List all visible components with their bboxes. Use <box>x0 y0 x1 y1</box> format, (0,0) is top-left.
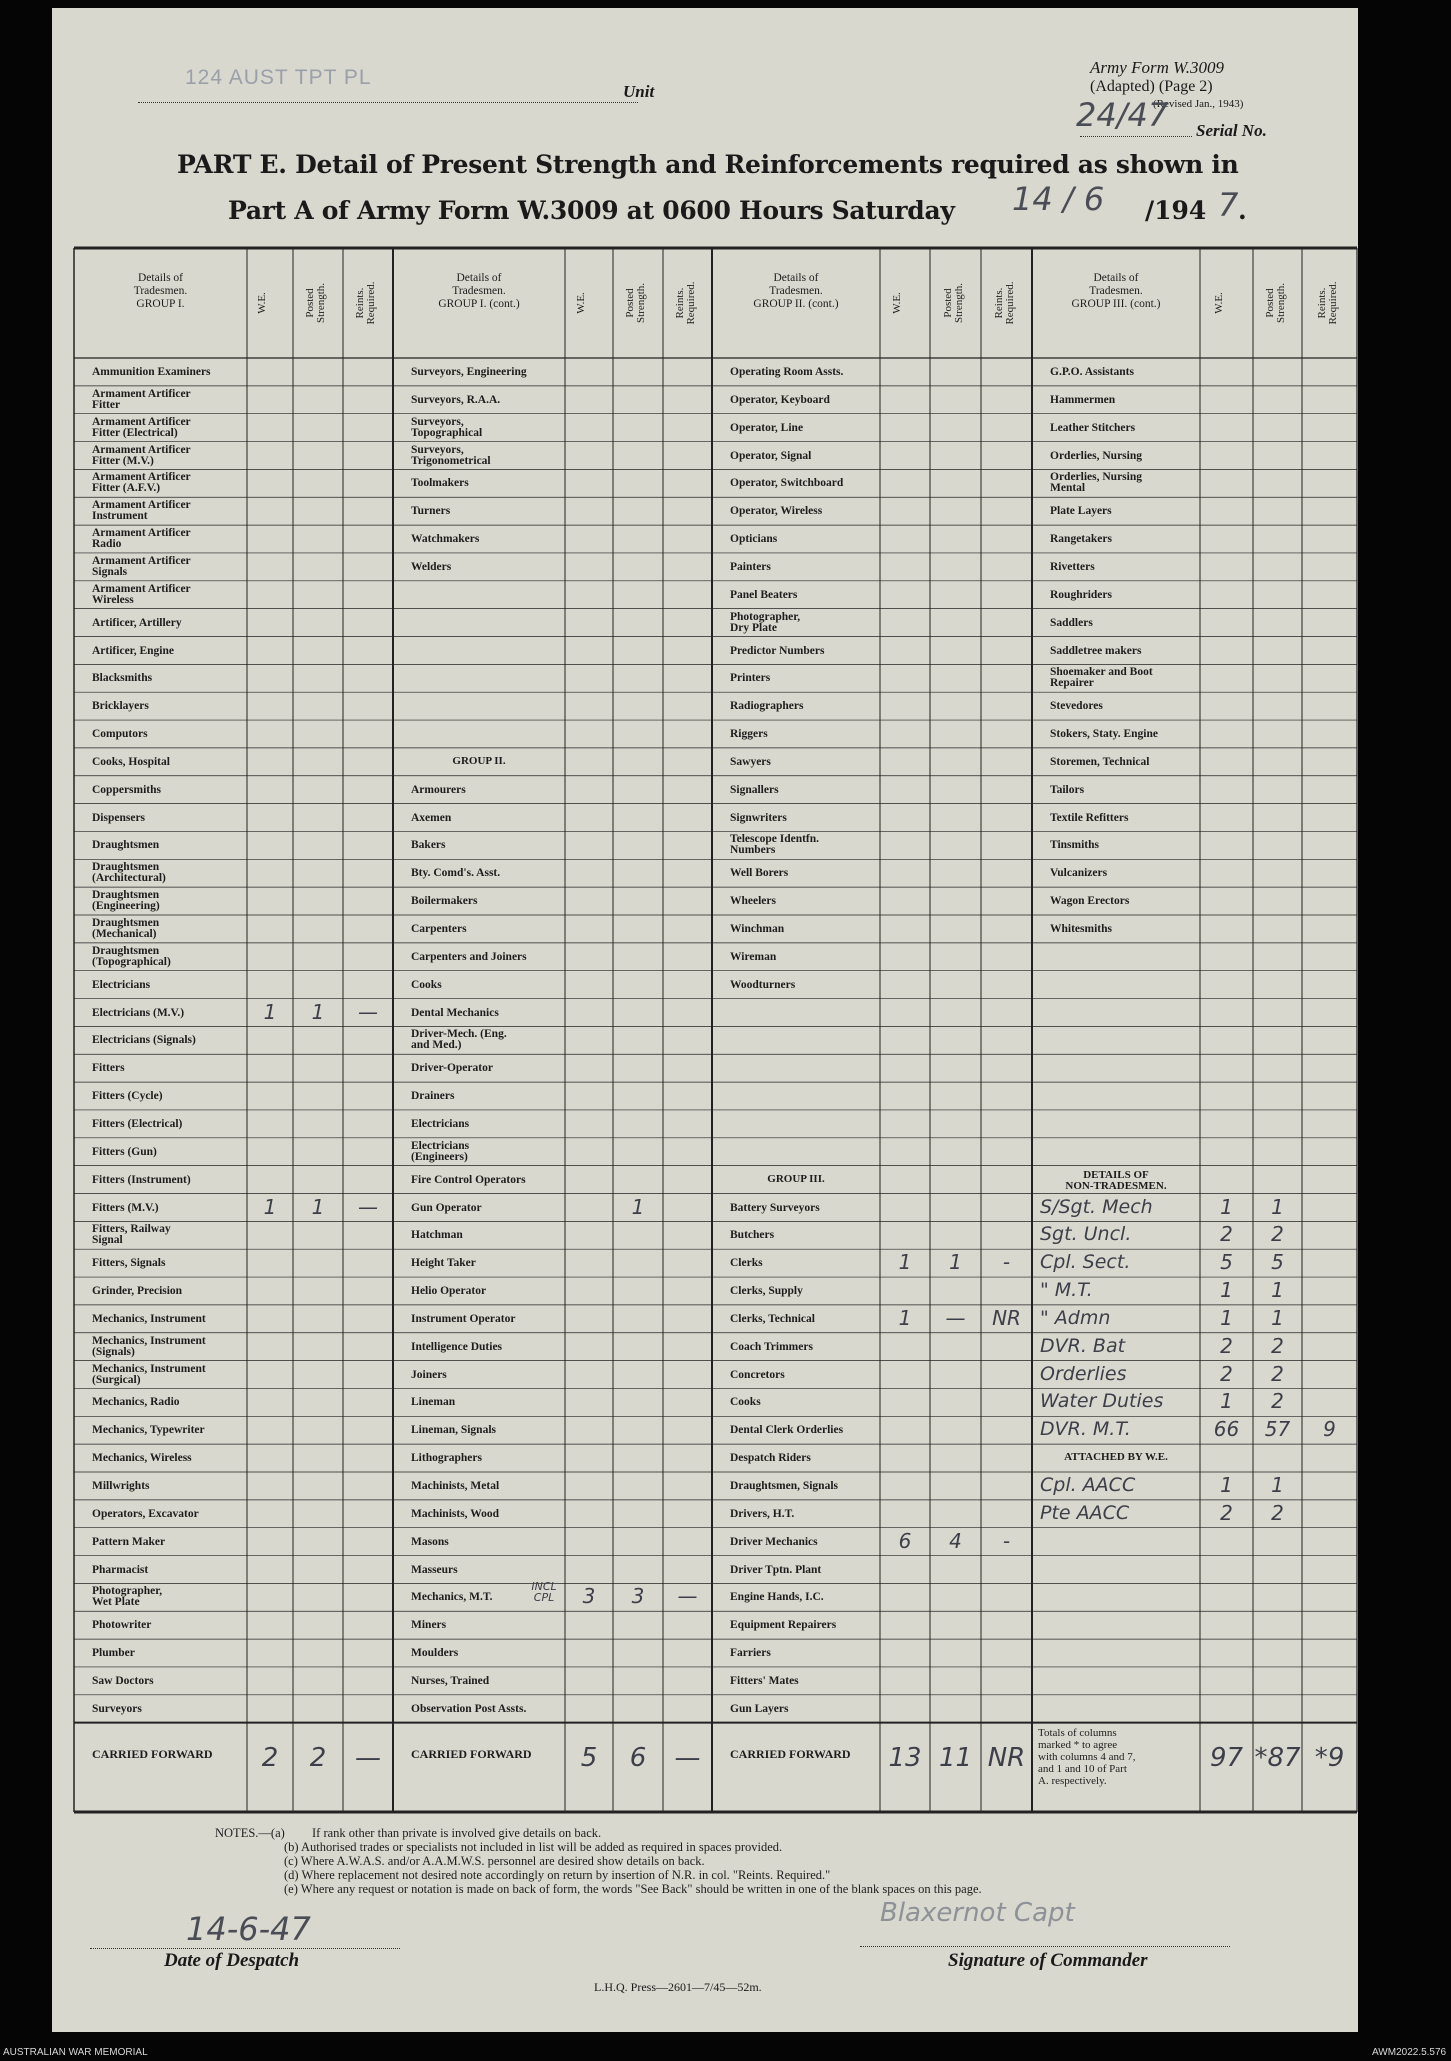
carried-forward-we: 13 <box>888 1742 922 1773</box>
trade-name: Panel Beaters <box>730 589 798 601</box>
trade-name: Draughtsmen (Engineering) <box>92 890 160 913</box>
cell-posted: 5 <box>1271 1250 1284 1275</box>
trade-name: Saddletree makers <box>1050 645 1142 657</box>
cell-posted: 1 <box>949 1250 962 1275</box>
trade-name: Mechanics, Wireless <box>92 1453 192 1465</box>
trade-name: Engine Hands, I.C. <box>730 1592 824 1604</box>
unit-label: Unit <box>623 82 655 101</box>
trade-name: Clerks <box>730 1258 763 1270</box>
trade-name: Electricians (M.V.) <box>92 1007 185 1019</box>
trade-name: Armourers <box>411 784 466 796</box>
handwritten-trade: Sgt. Uncl. <box>1040 1223 1132 1246</box>
carried-forward-posted: *87 <box>1254 1742 1301 1773</box>
trade-name: Mechanics, Radio <box>92 1397 180 1409</box>
cell-we: 1 <box>898 1305 912 1330</box>
trade-name: Armament Artificer Fitter (Electrical) <box>92 416 191 439</box>
cell-we: 1 <box>263 1194 277 1219</box>
cell-we: 2 <box>1220 1500 1233 1525</box>
signature-label: Signature of Commander <box>948 1950 1148 1971</box>
trade-name: Fitters (Cycle) <box>92 1091 163 1103</box>
trade-name: Height Taker <box>411 1258 476 1270</box>
despatch-date-label: Date of Despatch <box>164 1950 300 1971</box>
cell-reints: — <box>358 999 378 1024</box>
trade-name: Armament Artificer Instrument <box>92 500 191 523</box>
archive-credit: AUSTRALIAN WAR MEMORIAL <box>3 2047 148 2058</box>
carried-forward-posted: 2 <box>309 1742 327 1773</box>
trade-name: Draughtsmen (Mechanical) <box>92 918 160 940</box>
trade-name: Boilermakers <box>411 896 478 908</box>
page-title-line2: Part A of Army Form W.3009 at 0600 Hours Saturday <box>228 196 955 225</box>
cell-we: 1 <box>263 999 277 1024</box>
trade-name: Computors <box>92 729 148 741</box>
trade-name: Cooks <box>730 1397 761 1409</box>
trade-name: Miners <box>411 1620 447 1632</box>
trade-name: Orderlies, Nursing <box>1050 450 1142 462</box>
trade-name: Carpenters <box>411 924 467 935</box>
cell-posted: 2 <box>1271 1222 1284 1247</box>
trade-name: Operator, Keyboard <box>730 394 830 406</box>
cell-we: 2 <box>1220 1361 1233 1386</box>
cell-posted: 1 <box>631 1194 645 1219</box>
trade-name: Pattern Maker <box>92 1536 166 1548</box>
cell-reints: 9 <box>1323 1417 1336 1442</box>
trade-name: Bakers <box>411 840 446 852</box>
despatch-date-value: 14-6-47 <box>186 1910 311 1948</box>
col-header-posted: Posted Strength. <box>624 282 647 324</box>
cell-reints: - <box>1002 1528 1011 1553</box>
cell-posted: 2 <box>1271 1389 1284 1414</box>
trade-name: Carpenters and Joiners <box>411 951 527 963</box>
trade-name: Textile Refitters <box>1050 812 1129 824</box>
trade-name: G.P.O. Assistants <box>1050 367 1134 378</box>
note-b: (b) Authorised trades or specialists not included in list will be added as required in spaces provided. <box>284 1840 783 1854</box>
group-subheading: ATTACHED BY W.E. <box>1064 1452 1168 1464</box>
trade-name: Bty. Comd's. Asst. <box>411 868 501 880</box>
cell-we: 2 <box>1220 1333 1233 1358</box>
cell-we: 1 <box>1220 1194 1233 1219</box>
trade-name: Leather Stitchers <box>1050 422 1136 434</box>
trade-name: Artificer, Artillery <box>92 617 182 629</box>
group-subheading: GROUP III. <box>767 1173 825 1185</box>
carried-forward-we: 2 <box>261 1742 279 1773</box>
trade-name: Surveyors, Engineering <box>411 367 527 378</box>
trade-name: Radiographers <box>730 701 804 713</box>
handwritten-trade: " M.T. <box>1040 1279 1093 1302</box>
cell-posted: 1 <box>1271 1194 1284 1219</box>
trade-name: Machinists, Wood <box>411 1508 499 1520</box>
trade-name: Clerks, Technical <box>730 1313 815 1325</box>
trade-name: Operator, Signal <box>730 450 812 462</box>
trade-name: Ammunition Examiners <box>92 367 211 378</box>
trade-name: Fitters' Mates <box>730 1675 799 1687</box>
carried-forward-reints: *9 <box>1314 1742 1345 1773</box>
cell-posted: 4 <box>949 1528 962 1553</box>
despatch-date-line <box>90 1948 400 1949</box>
trade-name: Mechanics, Instrument (Surgical) <box>92 1363 206 1386</box>
trade-name: Machinists, Metal <box>411 1481 500 1492</box>
form-name: Army Form W.3009 <box>1090 58 1224 77</box>
cell-we: 3 <box>582 1584 596 1609</box>
trade-name: Armament Artificer Fitter (M.V.) <box>92 444 191 467</box>
cell-we: 66 <box>1213 1417 1240 1442</box>
form-adapted: (Adapted) (Page 2) <box>1090 78 1213 95</box>
carried-forward-reints: — <box>674 1742 701 1773</box>
handwritten-note: INCL CPL <box>531 1580 557 1605</box>
signature-line <box>860 1946 1230 1947</box>
trade-name: Operating Room Assts. <box>730 367 844 378</box>
cell-posted: 1 <box>1271 1305 1284 1330</box>
trade-name: Painters <box>730 561 771 573</box>
trade-name: Gun Operator <box>411 1202 482 1214</box>
trade-name: Fitters, Signals <box>92 1258 166 1270</box>
col-header-reints: Reints. Required. <box>354 281 377 325</box>
cell-we: 5 <box>1220 1250 1233 1275</box>
trade-name: Draughtsmen (Topographical) <box>92 945 171 968</box>
trade-name: Vulcanizers <box>1050 868 1108 880</box>
trade-name: Draughtsmen <box>92 840 160 852</box>
trade-name: Millwrights <box>92 1481 150 1492</box>
trade-name: Hammermen <box>1050 394 1116 406</box>
trade-name: Wagon Erectors <box>1050 896 1130 908</box>
handwritten-trade: DVR. Bat <box>1040 1334 1126 1357</box>
col-header-posted: Posted Strength. <box>304 282 327 324</box>
trade-name: Coach Trimmers <box>730 1341 813 1353</box>
carried-forward-reints: — <box>355 1742 381 1773</box>
trade-name: Electricians (Engineers) <box>411 1140 470 1163</box>
cell-we: 1 <box>1220 1389 1233 1414</box>
trade-name: Sawyers <box>730 756 771 768</box>
trade-name: Moulders <box>411 1648 459 1660</box>
trade-name: Signwriters <box>730 812 787 824</box>
col-header-we: W.E. <box>575 292 587 314</box>
serial-value: 24/47 <box>1076 96 1169 134</box>
trade-name: Farriers <box>730 1648 771 1660</box>
trade-name: Draughtsmen, Signals <box>730 1481 838 1492</box>
trade-name: Despatch Riders <box>730 1453 811 1465</box>
carried-forward-posted: 11 <box>938 1742 973 1773</box>
trade-name: Drainers <box>411 1091 455 1103</box>
trade-name: Saw Doctors <box>92 1675 154 1687</box>
trade-name: Mechanics, Typewriter <box>92 1425 205 1437</box>
cell-reints: NR <box>992 1305 1021 1330</box>
trade-name: Winchman <box>730 924 785 935</box>
archive-accession: AWM2022.5.576 <box>1372 2047 1447 2058</box>
col-header-reints: Reints. Required. <box>1315 281 1339 325</box>
cell-posted: 2 <box>1271 1361 1284 1386</box>
trade-name: Operator, Line <box>730 422 804 434</box>
title-date-value: 14 / 6 <box>1012 180 1105 218</box>
note-c: (c) Where A.W.A.S. and/or A.A.M.W.S. personnel are desired show details on back. <box>284 1854 705 1868</box>
trade-name: Signallers <box>730 784 779 796</box>
cell-reints: - <box>1002 1250 1011 1275</box>
title-period: . <box>1238 196 1247 225</box>
trade-name: Blacksmiths <box>92 673 153 685</box>
trade-name: Hatchman <box>411 1230 463 1242</box>
trade-name: Surveyors, Trigonometrical <box>411 444 491 467</box>
serial-label: Serial No. <box>1196 121 1267 140</box>
trade-name: Whitesmiths <box>1050 924 1112 935</box>
trade-name: Orderlies, Nursing Mental <box>1050 472 1142 495</box>
cell-posted: 57 <box>1264 1417 1291 1442</box>
trade-name: Surveyors, Topographical <box>411 416 483 439</box>
trade-name: Telescope Identfn. Numbers <box>730 834 820 857</box>
trade-name: Wheelers <box>730 896 776 908</box>
cell-reints: — <box>358 1194 378 1219</box>
cell-posted: — <box>945 1305 966 1330</box>
trade-name: Armament Artificer Radio <box>92 528 191 551</box>
trade-name: Armament Artificer Fitter (A.F.V.) <box>92 472 191 495</box>
trade-name: Cooks <box>411 979 442 991</box>
col-header-we: W.E. <box>1212 292 1225 314</box>
group-subheading: DETAILS OF NON-TRADESMEN. <box>1065 1169 1167 1192</box>
cell-posted: 1 <box>311 1194 325 1219</box>
trade-name: Fitters <box>92 1063 125 1075</box>
commander-signature: Blaxernot Capt <box>880 1898 1075 1928</box>
carried-forward-posted: 6 <box>629 1742 647 1773</box>
trade-name: Driver Tptn. Plant <box>730 1564 822 1576</box>
trade-name: Mechanics, Instrument (Signals) <box>92 1335 206 1358</box>
trade-name: Instrument Operator <box>411 1313 516 1325</box>
trade-name: Lineman <box>411 1397 456 1409</box>
carried-forward-label: CARRIED FORWARD <box>411 1748 532 1760</box>
trade-name: Welders <box>411 561 452 573</box>
trade-name: Surveyors, R.A.A. <box>411 394 501 406</box>
carried-forward-reints: NR <box>987 1742 1026 1773</box>
trade-name: Dental Mechanics <box>411 1007 499 1019</box>
handwritten-trade: " Admn <box>1040 1306 1111 1329</box>
trade-name: Mechanics, Instrument <box>92 1313 206 1325</box>
cell-posted: 1 <box>1271 1473 1284 1497</box>
totals-note: Totals of columns marked * to agree with columns 4 and 7, and 1 and 10 of Part A. respectively. <box>1038 1726 1136 1787</box>
handwritten-trade: Water Duties <box>1040 1390 1164 1413</box>
trade-name: Wireman <box>730 951 777 963</box>
trade-name: Lineman, Signals <box>411 1425 496 1437</box>
trade-name: Well Borers <box>730 868 789 880</box>
trade-name: Armament Artificer Wireless <box>92 583 191 606</box>
form-revised: (Revised Jan., 1943) <box>1153 98 1244 110</box>
trade-name: Drivers, H.T. <box>730 1508 795 1520</box>
cell-we: 1 <box>1220 1278 1233 1303</box>
cell-we: 2 <box>1220 1222 1233 1247</box>
trade-name: Tailors <box>1050 784 1085 796</box>
note-a: If rank other than private is involved give details on back. <box>312 1826 602 1840</box>
group-subheading: GROUP II. <box>452 755 506 767</box>
group-header-label: Details of Tradesmen. GROUP III. (cont.) <box>1071 272 1161 310</box>
trade-name: Operators, Excavator <box>92 1508 199 1520</box>
trade-name: Plate Layers <box>1050 506 1112 518</box>
trade-name: Roughriders <box>1050 589 1112 601</box>
handwritten-trade: S/Sgt. Mech <box>1040 1195 1153 1218</box>
trade-name: Riggers <box>730 729 768 741</box>
cell-posted: 2 <box>1271 1500 1284 1525</box>
carried-forward-we: 97 <box>1209 1742 1244 1773</box>
trade-name: Artificer, Engine <box>92 645 174 657</box>
trade-name: Mechanics, M.T. <box>411 1592 493 1604</box>
col-header-posted: Posted Strength. <box>1263 282 1287 324</box>
page-title-line1: PART E. Detail of Present Strength and Reinforcements required as shown in <box>177 150 1239 179</box>
trade-name: Lithographers <box>411 1453 482 1465</box>
trade-name: Helio Operator <box>411 1286 487 1298</box>
cell-we: 1 <box>1220 1305 1233 1330</box>
trade-name: Fitters, Railway Signal <box>92 1224 171 1247</box>
cell-we: 1 <box>1220 1473 1233 1497</box>
trade-name: Turners <box>411 506 451 518</box>
trade-name: Fire Control Operators <box>411 1174 526 1186</box>
trade-name: Electricians <box>411 1118 470 1130</box>
trade-name: Fitters (Electrical) <box>92 1118 183 1130</box>
cell-we: 6 <box>898 1528 912 1553</box>
trade-name: Predictor Numbers <box>730 645 825 657</box>
trade-name: Storemen, Technical <box>1050 756 1150 768</box>
trade-name: Plumber <box>92 1648 135 1660</box>
trade-name: Equipment Repairers <box>730 1620 837 1632</box>
trade-name: Armament Artificer Signals <box>92 555 191 578</box>
trade-name: Coppersmiths <box>92 784 162 796</box>
trade-name: Bricklayers <box>92 701 149 713</box>
trade-name: Operator, Switchboard <box>730 478 844 490</box>
col-header-we: W.E. <box>891 292 903 314</box>
trade-name: Masons <box>411 1536 449 1548</box>
cell-posted: 3 <box>631 1584 645 1609</box>
trade-name: Rivetters <box>1050 561 1095 573</box>
trade-name: Dispensers <box>92 812 146 824</box>
carried-forward-we: 5 <box>580 1742 598 1773</box>
trade-name: Printers <box>730 673 771 685</box>
note-d: (d) Where replacement not desired note accordingly on return by insertion of N.R. in col. "Reints. Required." <box>284 1868 831 1882</box>
trade-name: Observation Post Assts. <box>411 1703 527 1715</box>
handwritten-trade: Cpl. Sect. <box>1040 1251 1131 1274</box>
trade-name: Shoemaker and Boot Repairer <box>1050 667 1153 690</box>
trade-name: Operator, Wireless <box>730 506 823 518</box>
trade-name: Electricians (Signals) <box>92 1035 196 1047</box>
trade-name: Opticians <box>730 534 778 546</box>
trade-name: Saddlers <box>1050 617 1093 629</box>
trade-name: Concretors <box>730 1369 785 1381</box>
cell-posted: 2 <box>1271 1333 1284 1358</box>
trade-name: Draughtsmen (Architectural) <box>92 862 166 885</box>
trade-name: Axemen <box>411 812 452 824</box>
trade-name: Photographer, Wet Plate <box>92 1586 163 1609</box>
trade-name: Nurses, Trained <box>411 1675 490 1687</box>
cell-posted: 1 <box>311 999 325 1024</box>
trade-name: Butchers <box>730 1230 775 1242</box>
trade-name: Stevedores <box>1050 701 1103 713</box>
group-header-label: Details of Tradesmen. GROUP I. <box>133 272 188 310</box>
trade-name: Gun Layers <box>730 1703 789 1715</box>
trade-name: Fitters (M.V.) <box>92 1202 159 1214</box>
cell-reints: — <box>677 1584 698 1609</box>
trade-name: Fitters (Instrument) <box>92 1174 191 1186</box>
trade-name: Rangetakers <box>1050 534 1112 546</box>
trade-name: Stokers, Staty. Engine <box>1050 729 1158 741</box>
cell-posted: 1 <box>1271 1278 1284 1303</box>
press-line: L.H.Q. Press—2601—7/45—52m. <box>594 1980 762 1994</box>
title-year-suffix: 7 <box>1218 186 1239 224</box>
handwritten-trade: Cpl. AACC <box>1040 1474 1136 1496</box>
notes-intro: NOTES.—(a) <box>215 1826 285 1840</box>
carried-forward-label: CARRIED FORWARD <box>92 1748 213 1760</box>
trade-name: Grinder, Precision <box>92 1286 183 1298</box>
trade-name: Photographer, Dry Plate <box>730 611 801 634</box>
trade-name: Clerks, Supply <box>730 1286 803 1298</box>
trade-name: Dental Clerk Orderlies <box>730 1425 844 1437</box>
trade-name: Pharmacist <box>92 1564 149 1576</box>
trade-name: Masseurs <box>411 1564 458 1576</box>
trade-name: Surveyors <box>92 1703 142 1715</box>
trade-name: Driver Mechanics <box>730 1536 818 1548</box>
trade-name: Joiners <box>411 1369 447 1381</box>
col-header-we: W.E. <box>256 292 268 314</box>
carried-forward-label: CARRIED FORWARD <box>730 1748 851 1760</box>
trade-name: Intelligence Duties <box>411 1341 503 1353</box>
trade-name: Watchmakers <box>411 534 480 546</box>
col-header-reints: Reints. Required. <box>992 281 1016 325</box>
trade-name: Electricians <box>92 979 151 991</box>
trade-name: Armament Artificer Fitter <box>92 388 191 411</box>
handwritten-trade: DVR. M.T. <box>1040 1418 1131 1441</box>
col-header-reints: Reints. Required. <box>673 281 697 325</box>
handwritten-trade: Pte AACC <box>1040 1501 1130 1524</box>
trade-name: Toolmakers <box>411 478 469 490</box>
trade-name: Woodturners <box>730 979 796 991</box>
title-year-prefix: /194 <box>1145 196 1207 225</box>
trade-name: Cooks, Hospital <box>92 756 170 768</box>
group-header-label: Details of Tradesmen. GROUP I. (cont.) <box>438 272 520 310</box>
trade-name: Fitters (Gun) <box>92 1146 157 1158</box>
cell-we: 1 <box>898 1250 912 1275</box>
handwritten-trade: Orderlies <box>1040 1362 1127 1385</box>
trade-name: Driver-Operator <box>411 1063 493 1075</box>
trade-name: Battery Surveyors <box>730 1202 820 1214</box>
trade-name: Tinsmiths <box>1050 840 1100 852</box>
group-header-label: Details of Tradesmen. GROUP II. (cont.) <box>753 272 839 310</box>
trade-name: Driver-Mech. (Eng. and Med.) <box>411 1029 507 1052</box>
col-header-posted: Posted Strength. <box>941 282 965 324</box>
unit-value: 124 AUST TPT PL <box>185 66 372 89</box>
trade-name: Photowriter <box>92 1620 152 1632</box>
note-e: (e) Where any request or notation is made on back of form, the words "See Back" should be written in one of the blank spaces on this page. <box>284 1882 982 1896</box>
